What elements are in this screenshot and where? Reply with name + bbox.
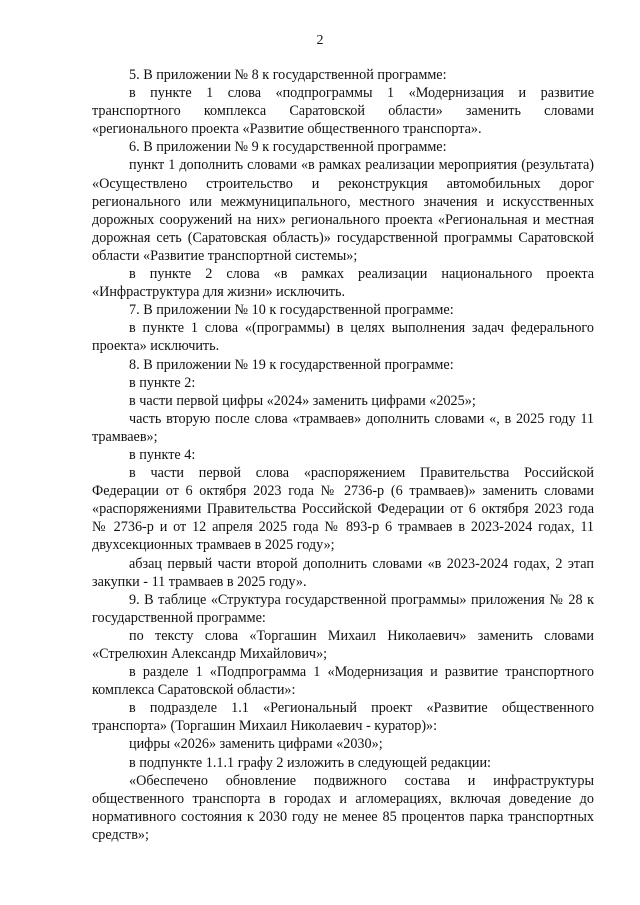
paragraph-point2-part2: часть вторую после слова «трамваев» дополнить словами «, в 2025 году 11 трамваев»; [92, 410, 594, 445]
page-number: 2 [316, 33, 324, 48]
paragraph-subpoint-1-1-1: в подпункте 1.1.1 графу 2 изложить в следующей редакции: [129, 754, 491, 771]
paragraph-item-8: 8. В приложении № 19 к государственной программе: [129, 356, 454, 373]
paragraph-app9-point2: в пункте 2 слова «в рамках реализации национального проекта «Инфраструктура для жизни» исключить. [92, 266, 594, 301]
paragraph-app8-change: в пункте 1 слова «подпрограммы 1 «Модернизация и развитие транспортного комплекса Саратовской области» заменить словами «регионального проекта «Развитие общественного транспорта». [92, 85, 594, 138]
paragraph-item-7: 7. В приложении № 10 к государственной программе: [129, 302, 454, 319]
paragraph-section1: в разделе 1 «Подпрограмма 1 «Модернизация и развитие транспортного комплекса Саратовской области»: [92, 664, 594, 699]
paragraph-point4-header: в пункте 4: [129, 446, 196, 463]
paragraph-app9-point1: пункт 1 дополнить словами «в рамках реализации мероприятия (результата) «Осуществлено строительство и реконструкция автомобильных дорог регионального или межмуниципального, местного значения и искусственных дорожных сооружений на них» регионального проекта «Региональная и местная дорожная сеть (Саратовская область)» государственной программы Саратовской области «Развитие транспортной системы»; [92, 157, 594, 264]
paragraph-point2-part1: в части первой цифры «2024» заменить цифрами «2025»; [129, 392, 476, 409]
paragraph-app10-point1: в пункте 1 слова «(программы) в целях выполнения задач федерального проекта» исключить. [92, 320, 594, 355]
paragraph-digits-change: цифры «2026» заменить цифрами «2030»; [129, 736, 383, 753]
paragraph-subsection-1-1: в подразделе 1.1 «Региональный проект «Развитие общественного транспорта» (Торгашин Михаил Николаевич - куратор)»: [92, 700, 594, 735]
paragraph-new-wording: «Обеспечено обновление подвижного состава и инфраструктуры общественного транспорта в городах и агломерациях, включая доведение до нормативного состояния к 2030 году не менее 85 процентов парка транспортных средств»; [92, 772, 594, 843]
paragraph-curator-change: по тексту слова «Торгашин Михаил Николаевич» заменить словами «Стрелюхин Александр Михайлович»; [92, 627, 594, 662]
paragraph-item-5: 5. В приложении № 8 к государственной программе: [129, 67, 447, 83]
paragraph-item-9: 9. В таблице «Структура государственной программы» приложения № 28 к государственной программе: [92, 591, 594, 626]
paragraph-point4-part2: абзац первый части второй дополнить словами «в 2023-2024 годах, 2 этап закупки - 11 трамваев в 2025 году». [92, 555, 594, 590]
paragraph-item-6: 6. В приложении № 9 к государственной программе: [129, 139, 447, 156]
paragraph-point4-part1: в части первой слова «распоряжением Правительства Российской Федерации от 6 октября 2023 года № 2736-р (6 трамваев)» заменить словами «распоряжениями Правительства Российской Федерации от 6 октября 2023 года № 2736-р и от 12 апреля 2025 года № 893-р 6 трамваев в 2023-2024 годах, 11 двухсекционных трамваев в 2025 году»; [92, 465, 594, 554]
document-body [92, 66, 594, 844]
paragraph-point2-header: в пункте 2: [129, 374, 196, 391]
